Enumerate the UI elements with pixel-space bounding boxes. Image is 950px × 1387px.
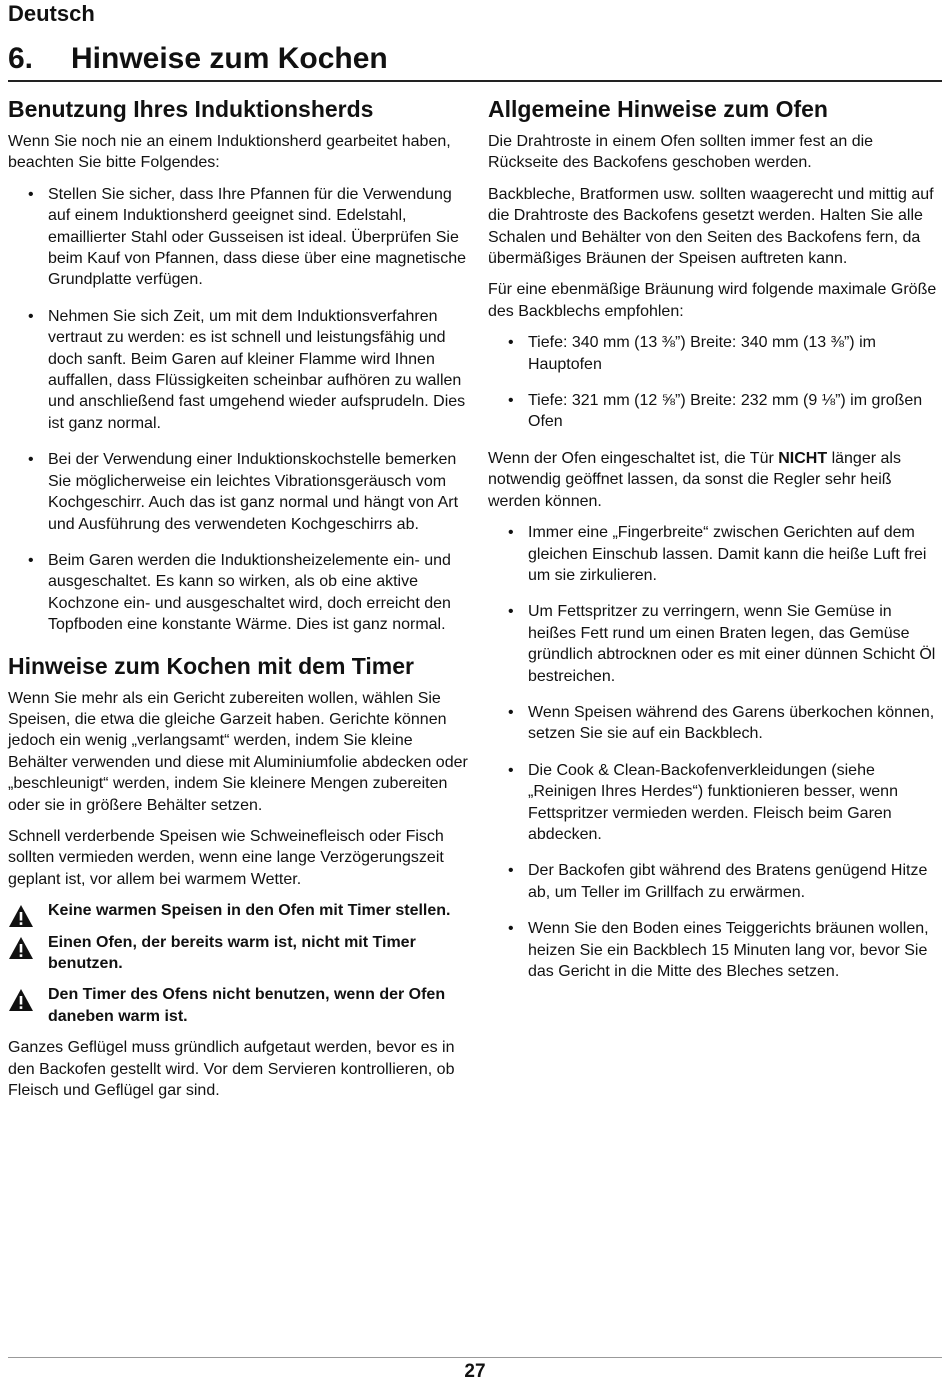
list-item: • Beim Garen werden die Induktionsheizelemente ein- und ausgeschaltet. Es kann so wirken, als ob eine aktive Kochzone ein- und ausgeschaltet wird, doch erreicht den Topfboden eine konstante Wärme. Dies ist ganz normal. <box>8 550 468 636</box>
door-note-end: länger als notwendig geöffnet lassen, da sonst die Regler sehr heiß werden können. <box>488 449 901 510</box>
list-item: • Stellen Sie sicher, dass Ihre Pfannen für die Verwendung auf einem Induktionsherd geeignet sind. Edelstahl, emaillierter Stahl oder Gusseisen ist ideal. Überprüfen Sie beim Kauf von Pfannen, dass diese über eine magnetische Grundplatte verfügen. <box>8 184 468 291</box>
chapter-number: 6. <box>8 42 34 75</box>
timer-paragraph-1: Wenn Sie mehr als ein Gericht zubereiten wollen, wählen Sie Speisen, die etwa die gleiche Garzeit haben. Gerichte können jedoch ein wenig „verlangsamt“ werden, indem Sie kleine Behälter verwenden und diese mit Aluminiumfolie abdecken oder „beschleunigt“ werden, indem Sie kleinere Mengen zubereiten oder sie in größere Behälter setzen. <box>8 689 468 814</box>
warning-triangle-icon <box>8 988 34 1012</box>
list-item: • Wenn Sie den Boden eines Teiggerichts bräunen wollen, heizen Sie ein Backblech 15 Minuten lang vor, bevor Sie das Gericht in die Mitte des Bleches setzen. <box>488 918 943 982</box>
timer-paragraph-2: Schnell verderbende Speisen wie Schweinefleisch oder Fisch sollten vermieden werden, wenn eine lange Verzögerungszeit geplant ist, vor allem bei warmem Wetter. <box>8 827 444 888</box>
door-note <box>488 448 943 512</box>
list-item: • Nehmen Sie sich Zeit, um mit dem Induktionsverfahren vertraut zu werden: es ist schnell und leistungsfähig und doch sanft. Beim Garen auf kleiner Flamme wird Ihnen auffallen, dass Flüssigkeiten scheinbar aufhören zu wallen und anschließend fast umgehend wieder aufsprudeln. Dies ist ganz normal. <box>8 306 468 434</box>
language-label: Deutsch <box>8 1 95 26</box>
list-item: • Immer eine „Fingerbreite“ zwischen Gerichten auf dem gleichen Einschub lassen. Damit kann die heiße Luft frei um sie zirkulieren. <box>488 522 943 586</box>
right-column <box>488 94 943 997</box>
door-note-start: Wenn der Ofen eingeschaltet ist, die Tür <box>488 449 779 467</box>
oven-heading: Allgemeine Hinweise zum Ofen <box>488 96 828 122</box>
chapter-heading <box>8 42 942 82</box>
list-item: • Um Fettspritzer zu verringern, wenn Sie Gemüse in heißes Fett rund um einen Braten legen, das Gemüse gründlich abtrocknen oder es mit einer dünnen Schicht Öl bestreichen. <box>488 601 943 687</box>
timer-paragraph-3: Ganzes Geflügel muss gründlich aufgetaut werden, bevor es in den Backofen gestellt wird. Vor dem Servieren kontrollieren, ob Fleisch und Geflügel gar sind. <box>8 1039 455 1100</box>
warning-note <box>8 984 468 1027</box>
list-item: • Bei der Verwendung einer Induktionskochstelle bemerken Sie möglicherweise ein leichtes Vibrationsgeräusch vom Kochgeschirr. Auch das ist ganz normal und hängt von Art und Ausführung des verwendeten Kochgeschirrs ab. <box>8 449 468 535</box>
induction-list <box>8 184 468 636</box>
chapter-title: Hinweise zum Kochen <box>71 42 388 75</box>
door-note-emphasis: NICHT <box>778 449 828 467</box>
timer-heading: Hinweise zum Kochen mit dem Timer <box>8 652 415 679</box>
oven-paragraph-3: Für eine ebenmäßige Bräunung wird folgende maximale Größe des Backblechs empfohlen: <box>488 281 937 320</box>
list-item: • Wenn Speisen während des Garens überkochen können, setzen Sie sie auf ein Backblech. <box>488 702 943 745</box>
warning-note <box>8 932 468 975</box>
oven-paragraph-1: Die Drahtroste in einem Ofen sollten immer fest an die Rückseite des Backofens geschoben werden. <box>488 133 874 172</box>
left-column <box>8 94 468 1111</box>
warning-triangle-icon <box>8 904 34 928</box>
tips-list <box>488 522 943 982</box>
list-item: • Tiefe: 340 mm (13 ⅜”) Breite: 340 mm (13 ⅜”) im Hauptofen <box>488 332 943 375</box>
warning-note <box>8 900 468 921</box>
warning-text: Keine warmen Speisen in den Ofen mit Timer stellen. <box>48 902 451 920</box>
warning-text: Einen Ofen, der bereits warm ist, nicht mit Timer benutzen. <box>48 933 416 972</box>
tray-size-list <box>488 332 943 433</box>
warning-text: Den Timer des Ofens nicht benutzen, wenn der Ofen daneben warm ist. <box>48 986 446 1025</box>
footer-divider <box>8 1357 942 1358</box>
warning-triangle-icon <box>8 936 34 960</box>
induction-heading: Benutzung Ihres Induktionsherds <box>8 96 374 122</box>
list-item: • Die Cook & Clean-Backofenverkleidungen (siehe „Reinigen Ihres Herdes“) funktionieren besser, wenn Fettspritzer vermieden werden. Fleisch beim Garen abdecken. <box>488 760 943 846</box>
list-item: • Der Backofen gibt während des Bratens genügend Hitze ab, um Teller im Grillfach zu erwärmen. <box>488 860 943 903</box>
page-number: 27 <box>464 1361 486 1382</box>
list-item: • Tiefe: 321 mm (12 ⅝”) Breite: 232 mm (9 ⅛”) im großen Ofen <box>488 390 943 433</box>
oven-paragraph-2: Backbleche, Bratformen usw. sollten waagerecht und mittig auf die Drahtroste des Backofens gesetzt werden. Halten Sie alle Schalen und Behälter von den Seiten des Backofens fern, da übermäßiges Bräunen der Speisen auftreten kann. <box>488 185 934 268</box>
induction-intro: Wenn Sie noch nie an einem Induktionsherd gearbeitet haben, beachten Sie bitte Folgendes: <box>8 133 451 172</box>
